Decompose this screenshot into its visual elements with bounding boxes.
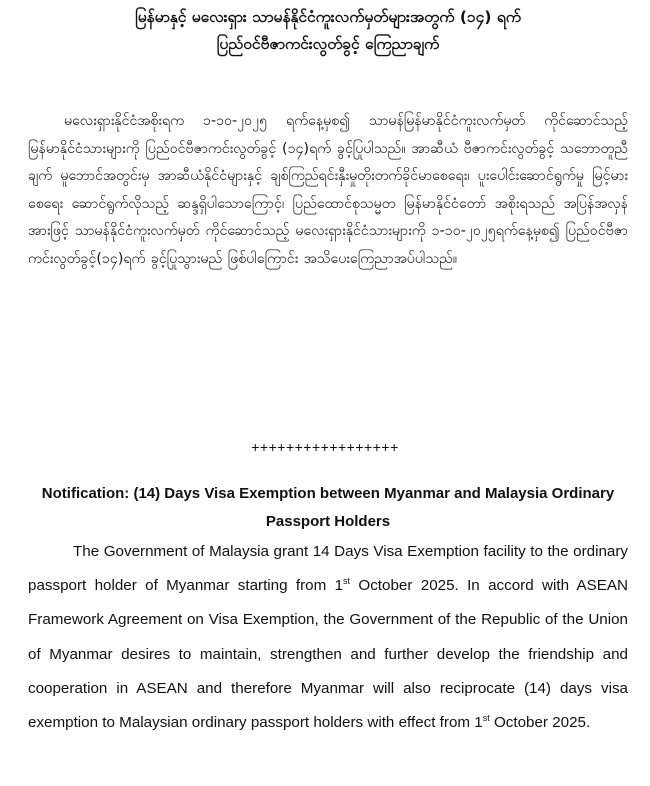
english-body-text-3: October 2025. bbox=[489, 714, 591, 732]
myanmar-body-paragraph: မလေးရှားနိုင်ငံအစိုးရက ၁-၁၀-၂၀၂၅ ရက်နေ့မှစ၍ သာမန်မြန်မာနိုင်ငံကူးလက်မှတ် ကိုင်ဆောင်သည့် မြန်မာနိုင်ငံသားများကို ပြည်ဝင်ဗီဇာကင်းလွတ်ခွင့် (၁၄)ရက် ခွင့်ပြုပါသည်။ အာဆီယံ ဗီဇာကင်းလွတ်ခွင့် သဘောတူညီချက် မူဘောင်အတွင်းမှ အာဆီယံနိုင်ငံများနှင့် ချစ်ကြည်ရင်းနှီးမှုတိုးတက်ခိုင်မာစေရေး၊ ပူးပေါင်းဆောင်ရွက်မှု မြင့်မားစေရေး ဆောင်ရွက်လိုသည့် ဆန္ဒရှိပါသောကြောင့်၊ ပြည်ထောင်စုသမ္မတ မြန်မာနိုင်ငံတော် အစိုးရသည် အပြန်အလှန်အားဖြင့် သာမန်နိုင်ငံကူးလက်မှတ် ကိုင်ဆောင်သည့် မလေးရှားနိုင်ငံသားများကို ၁-၁၀-၂၀၂၅ရက်နေ့မှစ၍ ပြည်ဝင်ဗီဇာ ကင်းလွတ်ခွင့်(၁၄)ရက် ခွင့်ပြုသွားမည် ဖြစ်ပါကြောင်း အသိပေးကြေညာအပ်ပါသည်။ bbox=[28, 113, 628, 267]
english-body-text-1: The Government of Malaysia grant 14 Days Visa Exemption facility to the ordinary passport holder of Myanmar starting from 1 bbox=[28, 543, 628, 595]
section-separator: +++++++++++++++++ bbox=[251, 439, 399, 455]
ordinal-suffix-2: st bbox=[482, 712, 490, 723]
ordinal-suffix-1: st bbox=[343, 576, 351, 587]
myanmar-title-line-1: မြန်မာနှင့် မလေးရှား သာမန်နိုင်ငံကူးလက်မှတ်များအတွက် (၁၄) ရက် bbox=[135, 8, 521, 26]
english-title: Notification: (14) Days Visa Exemption between Myanmar and Malaysia Ordinary Passport Holders bbox=[41, 485, 615, 530]
myanmar-title-line-2: ပြည်ဝင်ဗီဇာကင်းလွတ်ခွင့် ကြေညာချက် bbox=[216, 35, 440, 53]
english-body-text-2: October 2025. In accord with ASEAN Framework Agreement on Visa Exemption, the Government of the Republic of the Union of Myanmar desires to maintain, strengthen and further develop the friendship and cooperation in ASEAN and therefore Myanmar will also reciprocate (14) days visa exemption to Malaysian ordinary passport holders with effect from 1 bbox=[28, 577, 628, 732]
english-body-paragraph bbox=[28, 535, 628, 740]
